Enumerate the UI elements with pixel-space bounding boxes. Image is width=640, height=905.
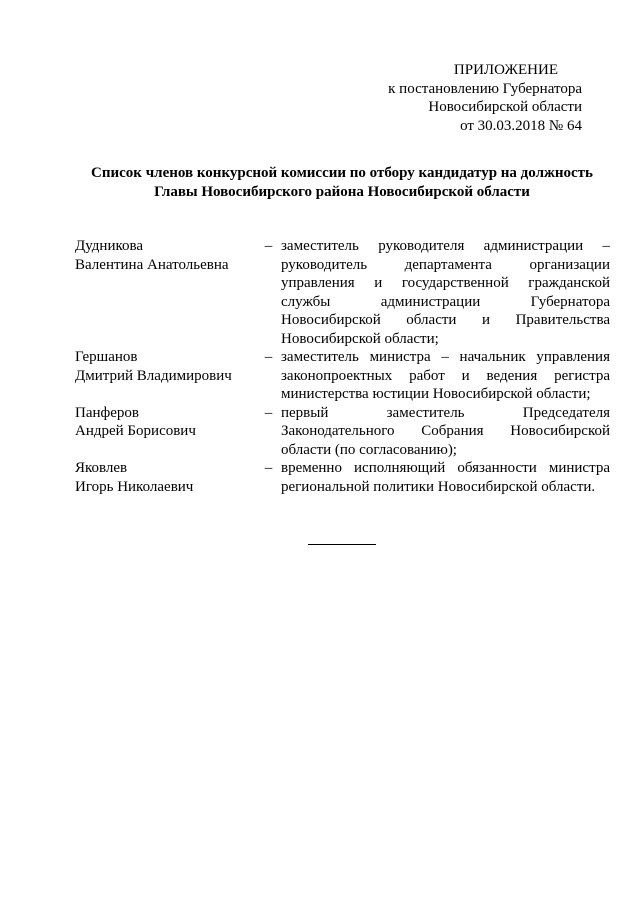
member-dash: – <box>264 460 273 476</box>
member-dash: – <box>264 404 273 421</box>
members-list <box>75 237 610 496</box>
appendix-line-decree: к постановлению Губернатора <box>388 80 582 97</box>
member-position: первый заместитель Председателя Законодательного Собрания Новосибирской области (по согласованию); <box>281 404 610 458</box>
member-row <box>75 404 610 460</box>
member-name <box>75 237 256 274</box>
member-name <box>75 348 256 385</box>
member-dash: – <box>264 349 273 365</box>
member-surname: Панферов <box>75 404 139 421</box>
document-title <box>70 164 614 202</box>
member-name <box>75 404 256 441</box>
member-given-names: Дмитрий Владимирович <box>75 367 232 384</box>
appendix-heading: ПРИЛОЖЕНИЕ <box>453 62 558 78</box>
member-row <box>75 237 610 348</box>
member-surname: Гершанов <box>75 349 138 365</box>
member-row <box>75 348 610 404</box>
member-given-names: Андрей Борисович <box>75 423 196 439</box>
appendix-line-date: от 30.03.2018 № 64 <box>460 117 582 134</box>
member-position: временно исполняющий обязанности министра региональной политики Новосибирской области. <box>281 460 610 495</box>
title-line-2: Главы Новосибирского района Новосибирской области <box>154 184 530 200</box>
title-line-1: Список членов конкурсной комиссии по отбору кандидатур на должность <box>91 165 593 181</box>
member-name <box>75 459 256 496</box>
member-given-names: Игорь Николаевич <box>75 478 194 495</box>
member-row <box>75 459 610 496</box>
member-given-names: Валентина Анатольевна <box>75 256 229 273</box>
appendix-block <box>388 61 582 135</box>
appendix-line-region: Новосибирской области <box>428 99 582 115</box>
closing-rule <box>308 544 376 545</box>
member-position: заместитель руководителя администрации – руководитель департамента организации управления и государственной гражданской службы администрации Губернатора Новосибирской области и Правительства Новосибирской области; <box>281 238 610 347</box>
member-position: заместитель министра – начальник управления законопроектных работ и ведения регистра министерства юстиции Новосибирской области; <box>281 349 610 402</box>
member-dash: – <box>264 238 273 254</box>
member-surname: Дудникова <box>75 238 144 254</box>
member-surname: Яковлев <box>75 460 128 476</box>
